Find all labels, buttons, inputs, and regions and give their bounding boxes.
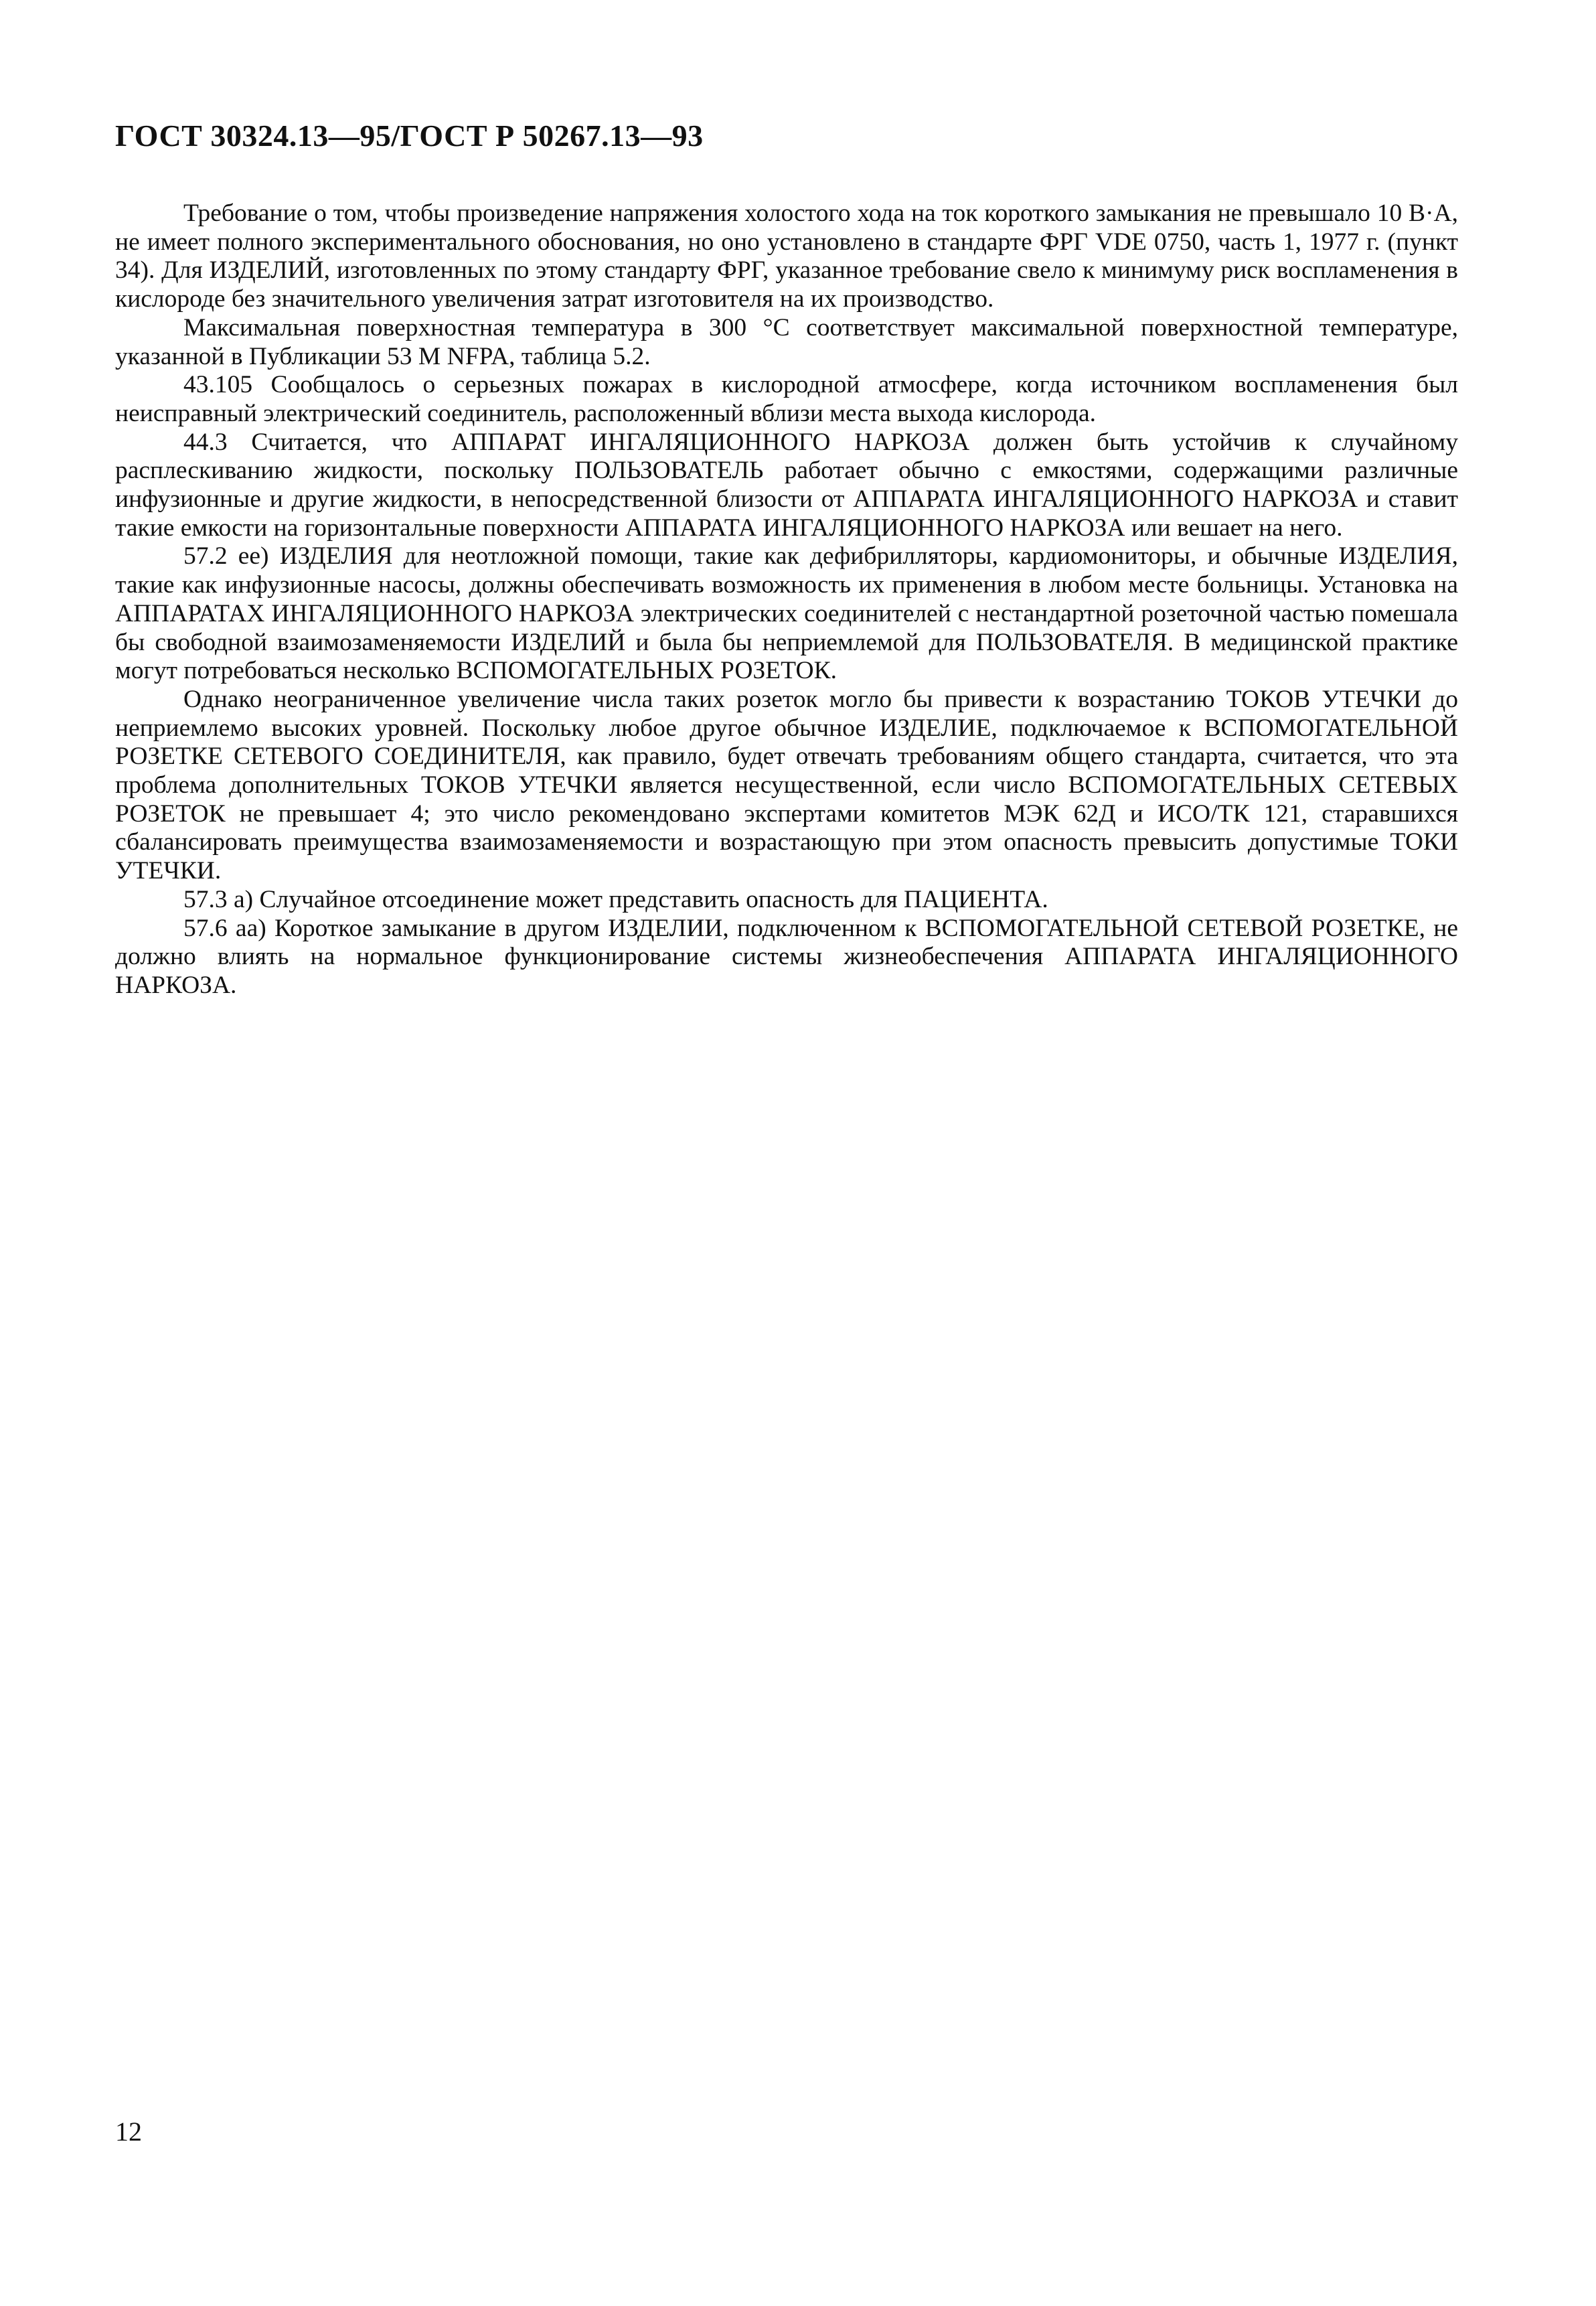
paragraph-8: 57.6 аа) Короткое замыкание в другом ИЗДЕЛИИ, подключенном к ВСПОМОГАТЕЛЬНОЙ СЕТЕВОЙ РОЗЕТКЕ, не должно влиять на нормальное функционирование системы жизнеобеспечения АППАРАТА ИНГАЛЯЦИОННОГО НАРКОЗА. [115,914,1458,999]
paragraph-2: Максимальная поверхностная температура в 300 °С соответствует максимальной поверхностной температуре, указанной в Публикации 53 М NFPA, таблица 5.2. [115,313,1458,370]
document-header: ГОСТ 30324.13—95/ГОСТ Р 50267.13—93 [115,119,704,153]
paragraph-6: Однако неограниченное увеличение числа таких розеток могло бы привести к возрастанию ТОКОВ УТЕЧКИ до неприемлемо высоких уровней. Поскольку любое другое обычное ИЗДЕЛИЕ, подключаемое к ВСПОМОГАТЕЛЬНОЙ РОЗЕТКЕ СЕТЕВОГО СОЕДИНИТЕЛЯ, как правило, будет отвечать требованиям общего стандарта, считается, что эта проблема дополнительных ТОКОВ УТЕЧКИ является несущественной, если число ВСПОМОГАТЕЛЬНЫХ СЕТЕВЫХ РОЗЕТОК не превышает 4; это число рекомендовано экспертами комитетов МЭК 62Д и ИСО/ТК 121, старавшихся сбалансировать преимущества взаимозаменяемости и возрастающую при этом опасность превысить допустимые ТОКИ УТЕЧКИ. [115,685,1458,885]
page-number: 12 [115,2117,142,2147]
paragraph-5: 57.2 ее) ИЗДЕЛИЯ для неотложной помощи, такие как дефибрилляторы, кардиомониторы, и обычные ИЗДЕЛИЯ, такие как инфузионные насосы, должны обеспечивать возможность их применения в любом месте больницы. Установка на АППАРАТАХ ИНГАЛЯЦИОННОГО НАРКОЗА электрических соединителей с нестандартной розеточной частью помешала бы свободной взаимозаменяемости ИЗДЕЛИЙ и была бы неприемлемой для ПОЛЬЗОВАТЕЛЯ. В медицинской практике могут потребоваться несколько ВСПОМОГАТЕЛЬНЫХ РОЗЕТОК. [115,542,1458,685]
document-body [115,200,1458,1000]
paragraph-1: Требование о том, чтобы произведение напряжения холостого хода на ток короткого замыкания не превышало 10 В·А, не имеет полного экспериментального обоснования, но оно установлено в стандарте ФРГ VDE 0750, часть 1, 1977 г. (пункт 34). Для ИЗДЕЛИЙ, изготовленных по этому стандарту ФРГ, указанное требование свело к минимуму риск воспламенения в кислороде без значительного увеличения затрат изготовителя на их производство. [115,200,1458,313]
paragraph-7: 57.3 а) Случайное отсоединение может представить опасность для ПАЦИЕНТА. [183,885,1048,913]
paragraph-4: 44.3 Считается, что АППАРАТ ИНГАЛЯЦИОННОГО НАРКОЗА должен быть устойчив к случайному расплескиванию жидкости, поскольку ПОЛЬЗОВАТЕЛЬ работает обычно с емкостями, содержащими различные инфузионные и другие жидкости, в непосредственной близости от АППАРАТА ИНГАЛЯЦИОННОГО НАРКОЗА и ставит такие емкости на горизонтальные поверхности АППАРАТА ИНГАЛЯЦИОННОГО НАРКОЗА или вешает на него. [115,428,1458,542]
paragraph-3: 43.105 Сообщалось о серьезных пожарах в кислородной атмосфере, когда источником воспламенения был неисправный электрический соединитель, расположенный вблизи места выхода кислорода. [115,371,1458,427]
